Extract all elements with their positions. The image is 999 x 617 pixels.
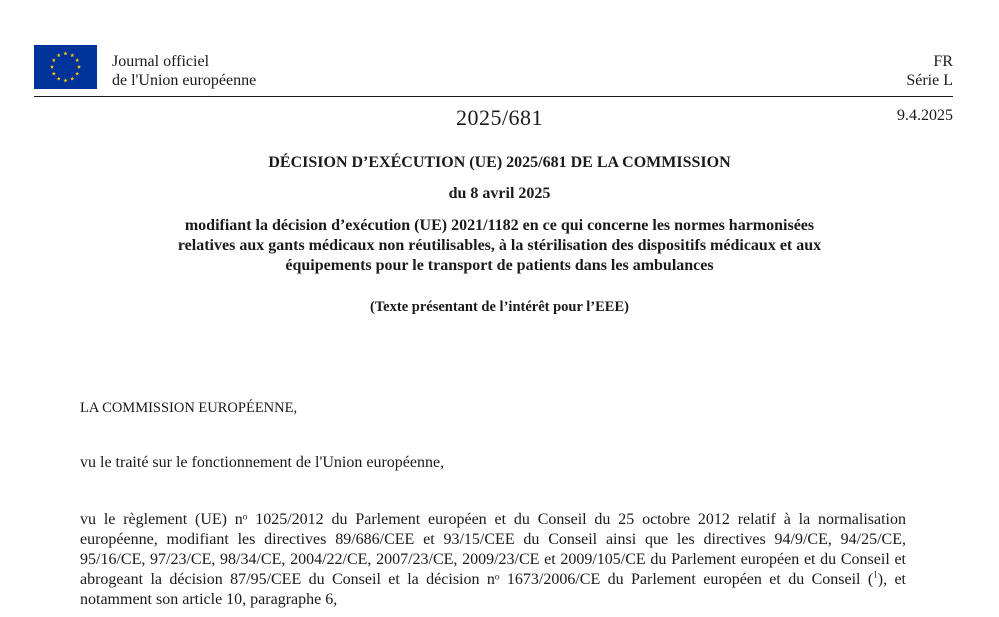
document-number: 2025/681 [455, 105, 544, 130]
preamble-regulation [80, 510, 906, 610]
eu-flag-icon [34, 45, 97, 89]
eea-relevance-note: (Texte présentant de l’intérêt pour l’EEE) [370, 299, 629, 315]
subtitle-line: relatives aux gants médicaux non réutilisables, à la stérilisation des dispositifs médicaux et aux [177, 237, 822, 254]
journal-title-line1: Journal officiel [112, 53, 210, 70]
decision-date: du 8 avril 2025 [448, 185, 551, 202]
subtitle-line: équipements pour le transport de patients dans les ambulances [285, 257, 714, 274]
decision-title: DÉCISION D’EXÉCUTION (UE) 2025/681 DE LA COMMISSION [268, 154, 731, 171]
series-label: Série L [906, 72, 953, 89]
preamble-treaty: vu le traité sur le fonctionnement de l'Union européenne, [80, 454, 445, 471]
document-date: 9.4.2025 [897, 107, 953, 124]
regulation-text: vu le règlement (UE) nᵒ 1025/2012 du Parlement européen et du Conseil du 25 octobre 2012 relatif à la normalisation européenne, modifiant les directives 89/686/CEE et 93/15/CEE du Conseil ainsi que les directives 94/9/CE, 94/25/CE, 95/16/CE, 97/23/CE, 98/34/CE, 2004/22/CE, 2007/23/CE, 2009/23/CE et 2009/105/CE du Parlement européen et du Conseil et abrogeant la décision 87/95/CEE du Conseil et la décision nᵒ 1673/2006/CE du Parlement européen et du Conseil ( [80, 511, 906, 588]
journal-title [112, 52, 256, 90]
header-divider [34, 96, 953, 97]
preamble-commission: LA COMMISSION EUROPÉENNE, [80, 400, 298, 416]
decision-subtitle [0, 216, 999, 276]
footnote-reference[interactable]: 1 [873, 569, 878, 580]
journal-title-line2: de l'Union européenne [112, 72, 257, 89]
subtitle-line: modifiant la décision d’exécution (UE) 2021/1182 en ce qui concerne les normes harmonisées [184, 217, 815, 234]
language-code: FR [933, 53, 953, 70]
regulation-text-end: ), et notamment son article 10, paragraphe 6, [80, 571, 907, 608]
series-info [906, 52, 953, 90]
